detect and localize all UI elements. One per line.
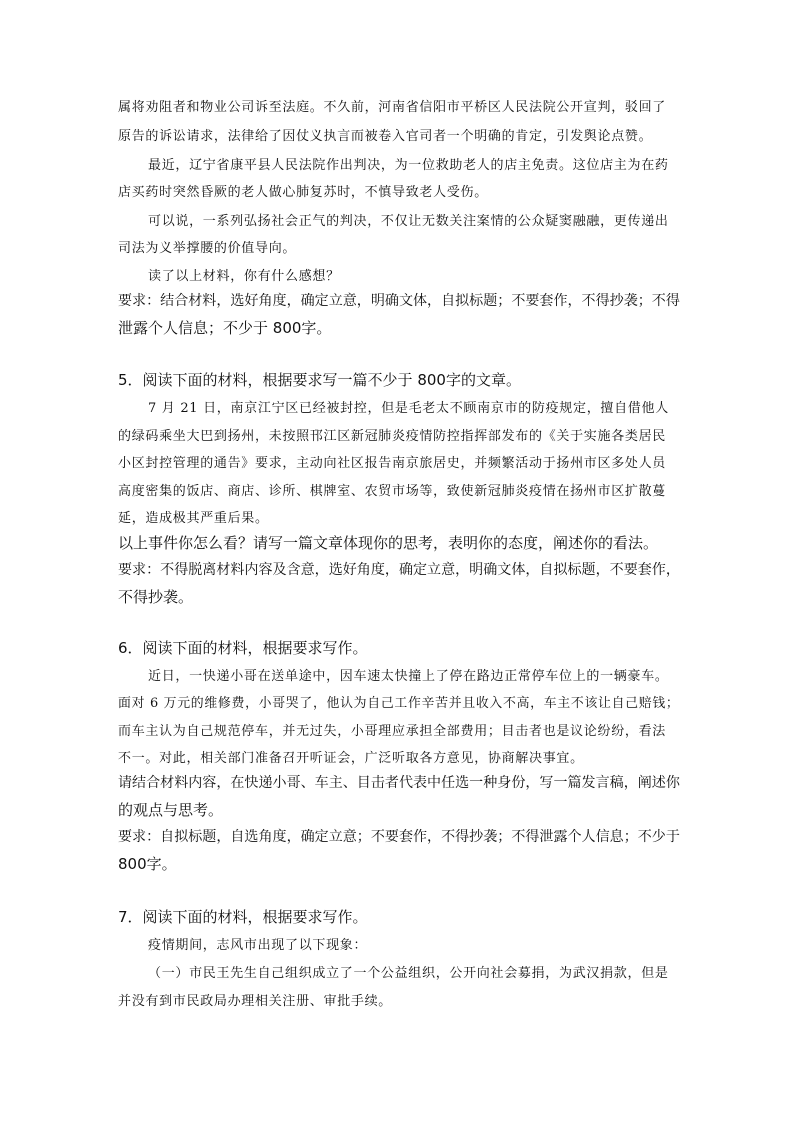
section4-line-4: 店买药时突然昏厥的老人做心肺复苏时，不慎导致老人受伤。 (118, 185, 488, 200)
section7-line-1: 疫情期间，志风市出现了以下现象： (148, 938, 368, 953)
section4-question: 读了以上材料，你有什么感想？ (148, 269, 340, 284)
section5-line-2: 的绿码乘坐大巴到扬州，未按照邗江区新冠肺炎疫情防控指挥部发布的《关于实施各类居民 (118, 429, 667, 444)
section4-line-5: 可以说，一系列弘扬社会正气的判决，不仅让无数关注案情的公众疑窦融融，更传递出 (148, 214, 669, 229)
section4-requirement-1: 要求：结合材料，选好角度，确定立意，明确文体，自拟标题；不要套作，不得抄袭；不得 (118, 293, 680, 309)
section6-line-4: 不一。对此，相关部门准备召开听证会，广泛听取各方意见，协商解决事宜。 (118, 751, 584, 766)
section5-line-5: 延，造成极其严重后果。 (118, 511, 269, 526)
section4-line-2: 原告的诉讼请求，法律给了因仗义执言而被卷入官司者一个明确的肯定，引发舆论点赞。 (118, 129, 653, 144)
section4-requirement-2: 泄露个人信息；不少于 800字。 (118, 319, 332, 337)
section7-line-3: 并没有到市民政局办理相关注册、审批手续。 (118, 994, 393, 1009)
section5-requirement-1: 要求：不得脱离材料内容及含意，选好角度，确定立意，明确文体，自拟标题，不要套作， (118, 562, 680, 578)
section4-line-3: 最近，辽宁省康平县人民法院作出判决，为一位救助老人的店主免责。这位店主为在药 (148, 158, 669, 173)
section6-heading: 6．阅读下面的材料，根据要求写作。 (118, 639, 368, 657)
section6-line-1: 近日，一快递小哥在送单途中，因车速太快撞上了停在路边正常停车位上的一辆豪车。 (148, 669, 669, 684)
section6-requirement-1: 要求：自拟标题，自选角度，确定立意；不要套作，不得抄袭；不得泄露个人信息；不少于 (118, 829, 680, 845)
section5-requirement-2: 不得抄袭。 (118, 588, 194, 606)
section7-line-2: （一）市民王先生自己组织成立了一个公益组织，公开向社会募捐，为武汉捐款，但是 (148, 966, 669, 981)
section6-requirement-2: 800字。 (118, 855, 177, 873)
section6-line-3: 而车主认为自己规范停车，并无过失，小哥理应承担全部费用；目击者也是议论纷纷，看法 (118, 724, 667, 739)
section5-heading: 5．阅读下面的材料，根据要求写一篇不少于 800字的文章。 (118, 371, 521, 389)
section6-prompt-1: 请结合材料内容，在快递小哥、车主、目击者代表中任选一种身份，写一篇发言稿，阐述你 (118, 775, 680, 791)
section6-line-2: 面对 6 万元的维修费，小哥哭了，他认为自己工作辛苦并且收入不高，车主不该让自己赔钱； (118, 696, 680, 711)
section5-line-3: 小区封控管理的通告》要求，主动向社区报告南京旅居史，并频繁活动于扬州市区多处人员 (118, 456, 667, 471)
section4-line-6: 司法为义举撑腰的价值导向。 (118, 241, 297, 256)
section4-line-1: 属将劝阻者和物业公司诉至法庭。不久前，河南省信阳市平桥区人民法院公开宣判，驳回了 (118, 100, 667, 115)
section6-prompt-2: 的观点与思考。 (118, 801, 224, 819)
section7-heading: 7．阅读下面的材料，根据要求写作。 (118, 908, 368, 926)
section5-line-4: 高度密集的饭店、商店、诊所、棋牌室、农贸市场等，致使新冠肺炎疫情在扬州市区扩散蔓 (118, 484, 667, 499)
section5-prompt: 以上事件你怎么看？请写一篇文章体现你的思考，表明你的态度，阐述你的看法。 (118, 534, 659, 552)
section5-line-1: 7 月 21 日，南京江宁区已经被封控，但是毛老太不顾南京市的防疫规定，擅自借他人 (148, 401, 669, 416)
